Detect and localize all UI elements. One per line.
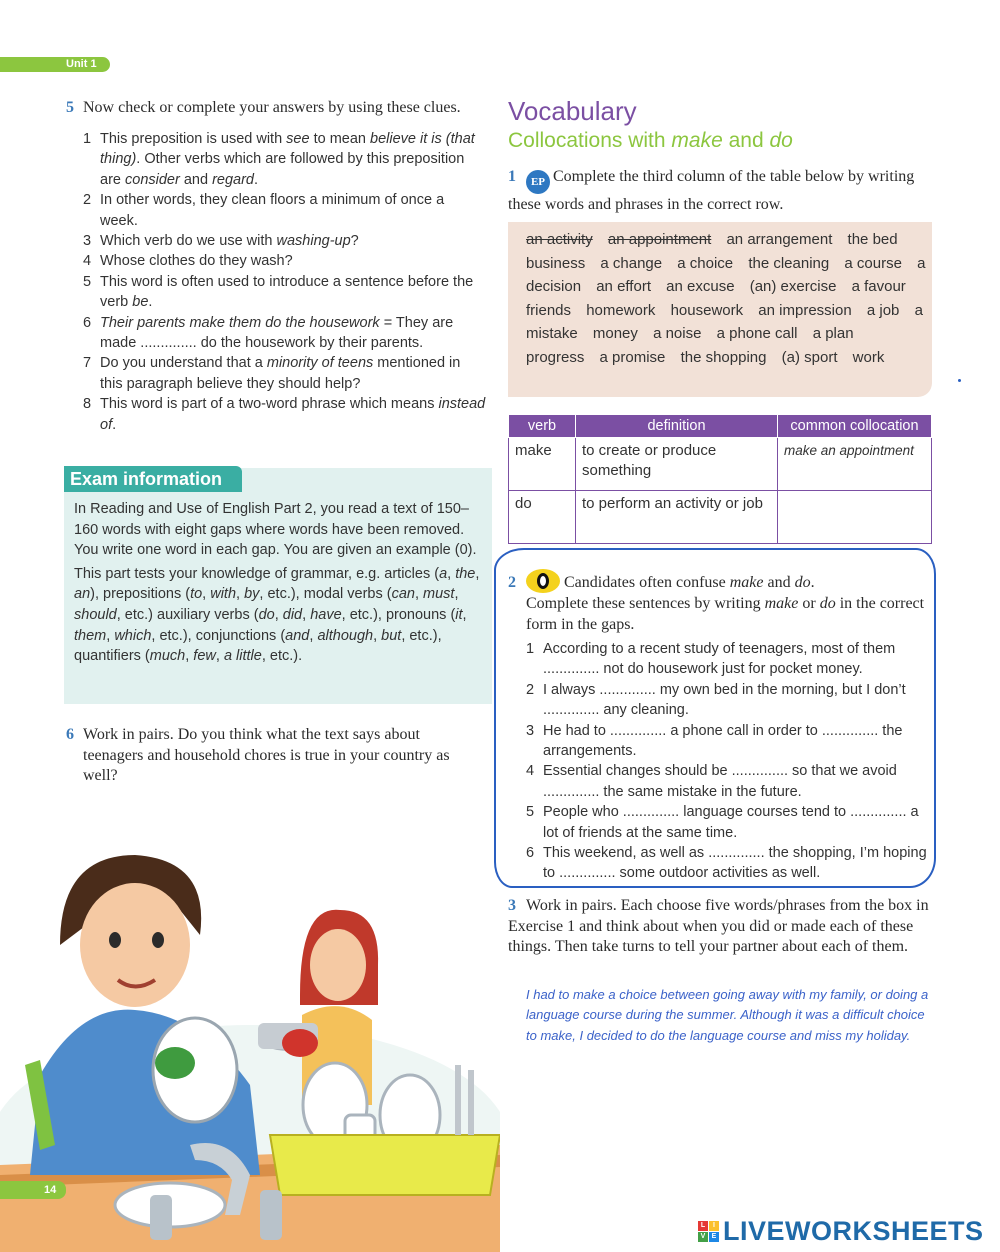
word-chip: a job (866, 301, 900, 319)
exercise-number: 3 (508, 897, 516, 914)
liveworksheets-logo[interactable] (698, 1214, 984, 1248)
clue-item: 4 Whose clothes do they wash? (83, 253, 293, 270)
clue-item: 5 This word is often used to introduce a sentence before the verb be. (83, 273, 474, 311)
gap-sentence-list (508, 639, 928, 884)
word-chip: a promise (599, 348, 666, 366)
collocation-answer-field[interactable]: make an appointment (778, 438, 932, 491)
gap-sentence[interactable]: 6 This weekend, as well as .............. the shopping, I’m hoping to .............. some outdoor activities as well. (526, 845, 927, 882)
definition-cell: to perform an activity or job (576, 491, 778, 544)
exercise-6 (66, 725, 486, 787)
exercise-number: 1 (508, 168, 516, 185)
table-row (509, 438, 932, 491)
clue-item: 2 In other words, they clean floors a minimum of once a week. (83, 192, 445, 229)
vocabulary-heading: Vocabulary (508, 96, 637, 126)
verb-cell: make (509, 438, 576, 491)
word-chip: the cleaning (748, 254, 830, 272)
word-chip: a noise (653, 325, 702, 342)
exercise-number: 6 (66, 726, 74, 743)
clue-item: 7 Do you understand that a minority of teens mentioned in this paragraph believe they should help? (83, 355, 461, 392)
word-chip: an activity (526, 231, 593, 248)
exam-info-paragraph: This part tests your knowledge of grammar, e.g. articles (a, the, an), prepositions (to, with, by, etc.), modal verbs (can, must, should, etc.) auxiliary verbs (do, did, have, etc.), pronouns (it, them, which, etc.), conjunctions (and, although, but, etc.), quantifiers (much, few, a little, etc.). (74, 565, 480, 665)
verb-cell: do (509, 491, 576, 544)
word-chip: a course (844, 254, 902, 272)
collocation-table (508, 414, 932, 544)
gap-sentence[interactable]: 4 Essential changes should be .............. so that we avoid .............. the same mistake in the future. (526, 763, 897, 800)
exercise-3 (508, 896, 932, 958)
word-chip: a mistake (526, 301, 923, 342)
table-header: common collocation (778, 415, 932, 438)
word-chip: an effort (596, 278, 651, 295)
clue-item: 8 This word is part of a two-word phrase which means instead of. (83, 396, 486, 433)
word-chip: business (526, 254, 586, 272)
exam-info-title: Exam information (64, 466, 242, 492)
word-chip: a favour (851, 278, 906, 295)
exercise-instruction: Complete these sentences by writing make or do in the correct form in the gaps. (526, 595, 925, 633)
word-chip: (a) sport (781, 348, 838, 366)
logo-text: LIVEWORKSHEETS (723, 1215, 984, 1246)
exercise-instruction: Work in pairs. Each choose five words/phrases from the box in Exercise 1 and think about when you did or made each of these things. Then take turns to tell your partner about each of them. (508, 897, 929, 955)
exercise-1 (508, 166, 928, 215)
dishwashing-illustration (0, 815, 500, 1252)
gap-sentence[interactable]: 5 People who .............. language courses tend to .............. a lot of friends at the same time. (526, 804, 919, 841)
exercise-3-answer[interactable]: I had to make a choice between going away with my family, or doing a language course during the summer. Although it was a difficult choice to make, I decided to do the language course and miss my holiday. (526, 987, 929, 1043)
stray-dot (958, 379, 961, 382)
table-header: definition (576, 415, 778, 438)
collocation-answer-field[interactable] (778, 491, 932, 544)
gap-sentence[interactable]: 1 According to a recent study of teenagers, most of them .............. not do housework just for pocket money. (526, 641, 896, 678)
exercise-lead: Candidates often confuse make and do. (564, 574, 815, 591)
table-row (509, 491, 932, 544)
word-chip: an appointment (607, 231, 712, 248)
vocabulary-subheading: Collocations with make and do (508, 129, 793, 152)
word-list (526, 228, 926, 369)
page-number: 14 (0, 1181, 66, 1199)
exam-info-text (74, 499, 480, 667)
word-chip: the bed (847, 231, 898, 248)
word-chip: the shopping (680, 348, 767, 366)
word-chip: a phone call (716, 325, 798, 342)
clue-item: 1 This preposition is used with see to mean believe it is (that thing). Other verbs which are followed by this preposition are consider and regard. (83, 131, 475, 188)
exercise-number: 5 (66, 99, 74, 116)
word-chip: a choice (677, 254, 734, 272)
word-chip: an excuse (666, 278, 735, 295)
word-chip: an arrangement (726, 231, 833, 248)
clue-list (66, 129, 486, 435)
word-chip: progress (526, 348, 585, 366)
word-chip: housework (670, 301, 744, 319)
unit-tab: Unit 1 (0, 57, 110, 72)
logo-badge-icon: L I V E (698, 1221, 719, 1242)
word-chip: an impression (758, 301, 852, 319)
gap-sentence[interactable]: 3 He had to .............. a phone call in order to .............. the arrangements. (526, 722, 903, 760)
eye-icon (526, 569, 560, 593)
word-chip: money (592, 325, 638, 342)
exercise-5 (66, 98, 486, 435)
ep-badge-icon: EP (526, 170, 550, 194)
clue-item: 6 Their parents make them do the housework = They are made .............. do the housework by their parents. (83, 314, 454, 352)
word-chip: friends (526, 301, 572, 319)
exercise-instruction: Work in pairs. Do you think what the text says about teenagers and household chores is true in your country as well? (83, 726, 450, 784)
exercise-instruction: Now check or complete your answers by using these clues. (83, 99, 461, 116)
clue-item: 3 Which verb do we use with washing-up? (83, 233, 359, 250)
exam-info-paragraph: In Reading and Use of English Part 2, you read a text of 150–160 words with eight gaps where words have been removed. You write one word in each gap. You are given an example (0). (74, 501, 477, 559)
word-chip: a change (600, 254, 663, 272)
word-chip: a decision (526, 254, 926, 295)
exercise-instruction: Complete the third column of the table below by writing these words and phrases in the correct row. (508, 168, 915, 213)
word-chip: work (852, 348, 885, 366)
word-chip: a plan (812, 325, 854, 342)
definition-cell: to create or produce something (576, 438, 778, 491)
exercise-number: 2 (508, 574, 516, 591)
exercise-2 (508, 569, 928, 884)
word-chip: (an) exercise (749, 278, 837, 295)
gap-sentence[interactable]: 2 I always .............. my own bed in the morning, but I don’t .............. any cleaning. (526, 681, 906, 719)
word-chip: homework (586, 301, 656, 319)
table-header: verb (509, 415, 576, 438)
